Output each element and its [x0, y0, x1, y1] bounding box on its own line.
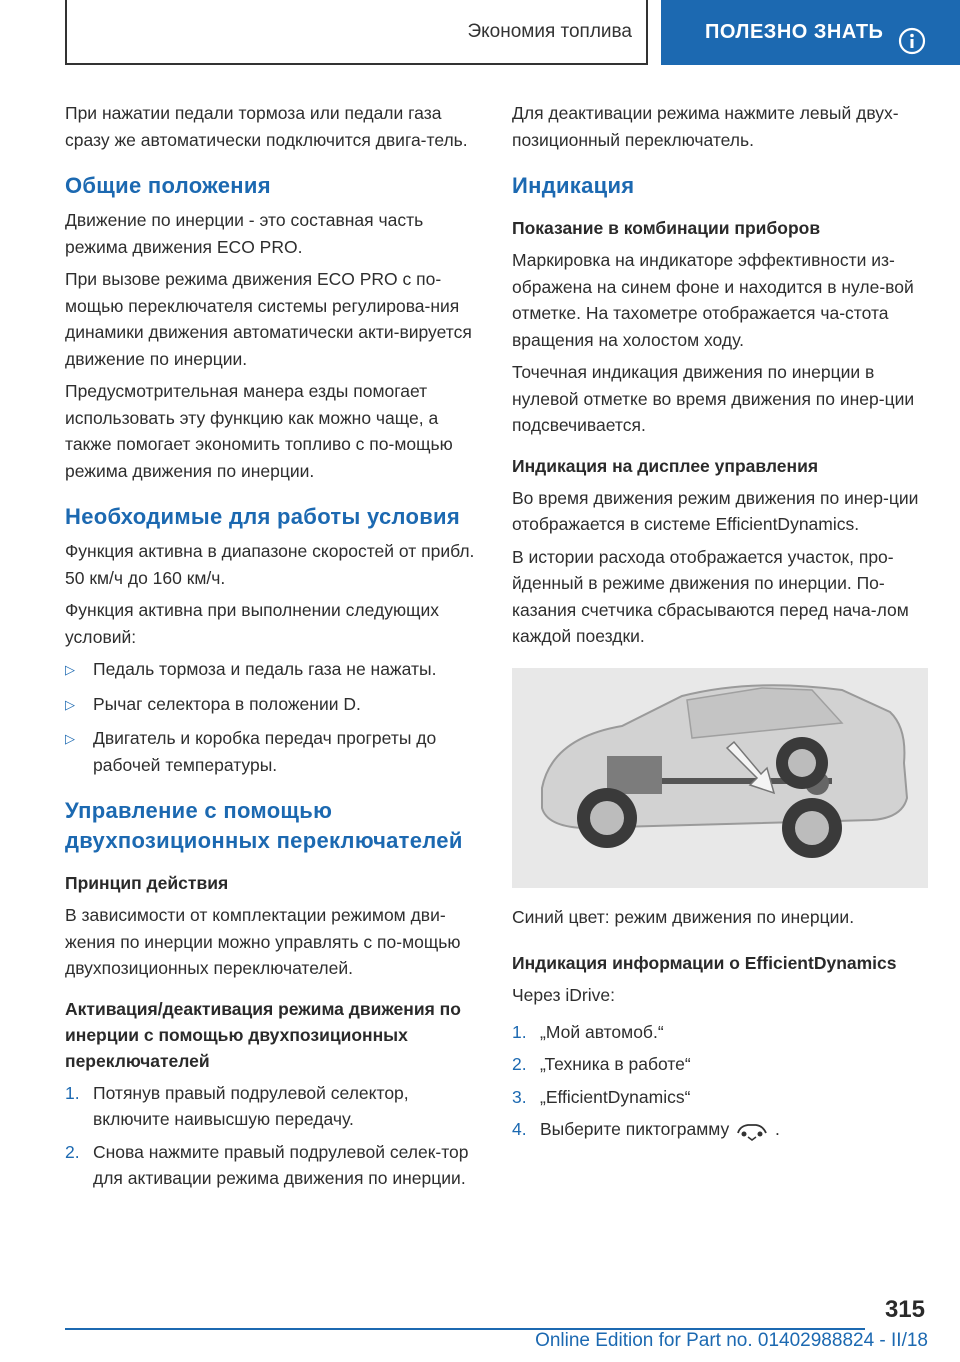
paragraph: Во время движения режим движения по инер-ции отображается в системе EfficientDynamics. — [512, 487, 919, 534]
step-item — [512, 1019, 930, 1046]
step-number: 2. — [65, 1141, 80, 1162]
heading-control: Управление с помощью двухпозиционных переключателей — [65, 798, 463, 853]
tab-label: ПОЛЕЗНО ЗНАТЬ — [705, 21, 884, 43]
step-item — [65, 1080, 485, 1133]
footer-edition: Online Edition for Part no. 01402988824 - II/18 — [535, 1330, 928, 1351]
section-title-text: Экономия топлива — [467, 20, 632, 42]
paragraph: Маркировка на индикаторе эффективности из-ображена на синем фоне и находится в нуле-вой отметке. На тахометре отображается ча-стота вращения на холостом ходу. — [512, 250, 914, 350]
tab-useful-info[interactable] — [661, 0, 960, 65]
step-text: Снова нажмите правый подрулевой селек-тор для активации режима движения по инерции. — [93, 1141, 469, 1188]
step-item — [512, 1084, 930, 1111]
paragraph: Предусмотрительная манера езды помогает использовать эту функцию как можно чаще, а также помогает экономить топливо с по-мощью режима движения по инерции. — [65, 381, 453, 481]
step-text: Выберите пиктограмму — [540, 1119, 730, 1139]
step-suffix: . — [775, 1119, 780, 1139]
bullet-marker: ▷ — [65, 696, 75, 712]
subheading-info: Индикация информации о EfficientDynamics — [512, 953, 897, 973]
list-item — [65, 656, 485, 684]
step-number: 2. — [512, 1054, 527, 1074]
section-title — [65, 0, 648, 65]
subheading-activation: Активация/деактивация режима движения по инерции с помощью двухпозиционных переключателей — [65, 998, 461, 1071]
car-pictogram-icon — [734, 1119, 770, 1141]
paragraph: В истории расхода отображается участок, про-йденный в режиме движения по инерции. По-казания счетчика сбрасываются перед нача-лом каждой поездки. — [512, 546, 909, 646]
paragraph: При вызове режима движения ECO PRO с по-мощью переключателя системы регулирова-ния динамики движения автоматически акти-вируется движение по инерции. — [65, 269, 472, 369]
step-text: „EfficientDynamics“ — [540, 1086, 691, 1107]
step-number: 3. — [512, 1086, 527, 1107]
car-drivetrain-illustration — [512, 668, 928, 888]
heading-conditions: Необходимые для работы условия — [65, 504, 460, 529]
step-number: 1. — [512, 1021, 527, 1042]
paragraph: Функция активна при выполнении следующих условий: — [65, 600, 439, 647]
paragraph: В зависимости от комплектации режимом дви-жения по инерции можно управлять с по-мощью двухпозиционных переключателей. — [65, 905, 461, 978]
step-item — [512, 1051, 930, 1078]
image-caption: Синий цвет: режим движения по инерции. — [512, 906, 855, 927]
list-item — [65, 725, 485, 778]
paragraph: Движение по инерции - это составная часть режима движения ECO PRO. — [65, 210, 424, 257]
list-item-text: Двигатель и коробка передач прогреты до рабочей температуры. — [93, 728, 437, 775]
subheading-principle: Принцип действия — [65, 873, 229, 893]
list-item-text: Педаль тормоза и педаль газа не нажаты. — [93, 659, 437, 679]
step-item — [512, 1116, 930, 1143]
right-column — [512, 100, 930, 1149]
subheading-cluster: Показание в комбинации приборов — [512, 218, 821, 238]
heading-general: Общие положения — [65, 173, 271, 198]
heading-indication: Индикация — [512, 173, 635, 198]
paragraph: Функция активна в диапазоне скоростей от прибл. 50 км/ч до 160 км/ч. — [65, 541, 475, 588]
bullet-marker: ▷ — [65, 731, 75, 746]
step-item — [65, 1139, 485, 1192]
paragraph: При нажатии педали тормоза или педали газа сразу же автоматически подключится двига-тель. — [65, 103, 468, 150]
paragraph: Для деактивации режима нажмите левый двух-позиционный переключатель. — [512, 103, 899, 150]
list-item-text: Рычаг селектора в положении D. — [93, 693, 361, 714]
paragraph: Через iDrive: — [512, 985, 615, 1005]
page-number: 315 — [884, 1296, 925, 1323]
step-number: 4. — [512, 1119, 527, 1139]
info-icon — [898, 27, 926, 55]
subheading-display: Индикация на дисплее управления — [512, 455, 819, 476]
step-text: „Техника в работе“ — [540, 1054, 691, 1074]
left-column — [65, 100, 485, 1198]
paragraph: Точечная индикация движения по инерции в нулевой отметке во время движения по инер-ции подсвечивается. — [512, 362, 915, 435]
bullet-marker: ▷ — [65, 662, 75, 677]
step-text: „Мой автомоб.“ — [540, 1021, 664, 1042]
step-number: 1. — [65, 1082, 80, 1103]
list-item — [65, 691, 485, 719]
step-text: Потянув правый подрулевой селектор, включите наивысшую передачу. — [93, 1082, 409, 1129]
